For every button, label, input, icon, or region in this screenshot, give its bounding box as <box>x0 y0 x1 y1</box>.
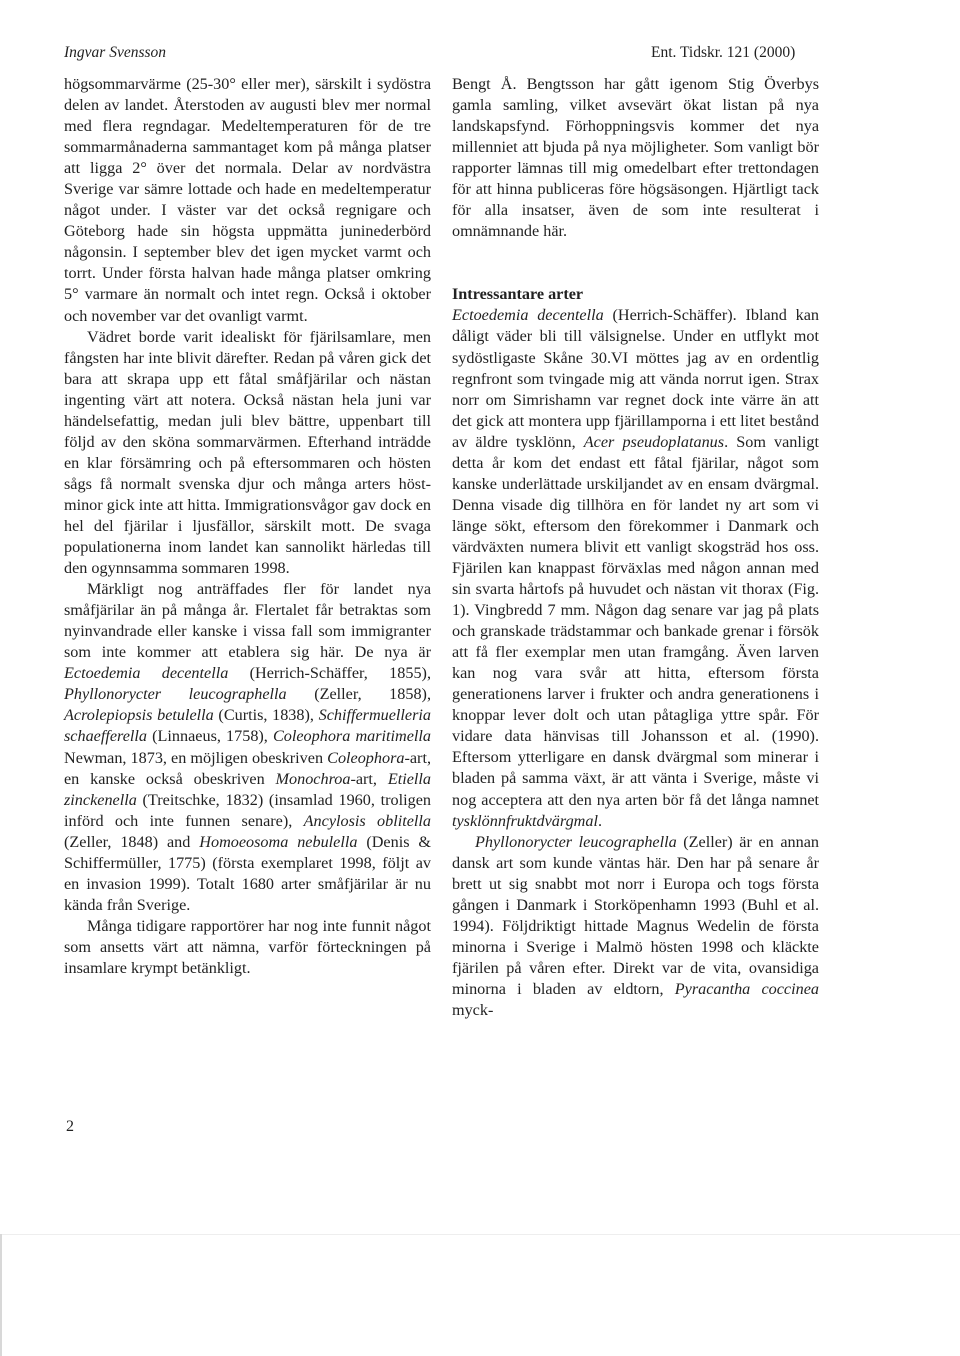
species-name: Coleophora <box>327 748 405 767</box>
text-run: (Linnaeus, 1758), <box>147 727 273 746</box>
paragraph <box>64 327 431 580</box>
paragraph <box>452 74 819 242</box>
species-name: Acer pseudoplatanus <box>583 432 725 451</box>
text-run: (Zeller, 1848) and <box>64 832 200 851</box>
species-name: Coleophora maritimella <box>272 727 431 746</box>
text-run: (Herrich-Schäffer, 1855), <box>228 664 431 683</box>
running-head-author: Ingvar Svensson <box>64 44 167 61</box>
text-run: -art, en kanske också obeskriven <box>64 748 431 788</box>
species-name: Ectoedemia decentella <box>64 664 229 683</box>
text-run: (Curtis, 1838), <box>213 706 319 725</box>
paragraph <box>64 579 431 916</box>
species-name: Acrolepiopsis betulella <box>64 706 214 725</box>
text-run: myck- <box>452 1000 494 1019</box>
species-name: Ectoedemia decentella <box>452 306 604 325</box>
species-name: Homoeosoma nebulella <box>199 832 358 851</box>
running-head-journal: Ent. Tidskr. 121 (2000) <box>651 44 796 61</box>
species-name: tysklönnfruktdvärgmal <box>452 811 598 830</box>
text-run: (Zeller) är en annan dansk art som kunde väntas här. Den har på senare år brett ut sig snabbt mot norr i Europa och togs första gången i Danmark i Storköpenhamn 1993 (Buhl et al. 1994). Följdriktigt hittade Magnus Wedelin de första minorna i Sverige i Malmö hösten 1998 och kläckte fjärilen på våren efter. Direkt var de vita, ovansidiga minorna i bladen av eldtorn, <box>452 832 819 998</box>
paragraph <box>64 916 431 979</box>
species-name: Phyllonorycter leucographella <box>64 685 287 704</box>
text-run: (Denis & Schiffermüller, 1775) (första exemplaret 1998, följt av en invasion 1999). Totalt 1680 arter småfjärilar är nu kända från Sverige. <box>64 832 432 914</box>
text-run: . <box>597 811 603 830</box>
species-name: Monochroa <box>275 769 351 788</box>
text-run: Vädret borde varit idealiskt för fjärilsamlare, men fångsten har inte blivit därefter. Redan på våren gick det bara att skrapa upp ett fåtal småfjärilar och nästan ingenting värt att notera. Också nästan hela juni var händelsefattig, medan juli blev bättre, uppenbart till följd av den sköna sommarvärmen. Efterhand inträdde en klar försämring och på eftersommaren och hösten sågs få normalt svenska djur och många arters höstminor gick inte att hitta. Immigrationsvågor gav dock en hel del fjärilar i ljusfällor, särskilt mott. De svaga populationerna inom landet kan sannolikt härledas till den ogynnsamma sommaren 1998. <box>64 327 431 578</box>
text-run: (Treitschke, 1832) (insamlad 1960, troligen införd och inte funnen senare), <box>64 790 431 830</box>
paragraph <box>452 832 819 1021</box>
text-run: (Zeller, 1858), <box>286 685 431 704</box>
text-run: Bengt Å. Bengtsson har gått igenom Stig Överbys gamla samling, vilket avsevärt ökat listan på nya landskapsfynd. Förhoppningsvis kommer det nya millenniet att bjuda på nya möjligheter. Som vanligt bör rapporter lämnas till mig omedelbart efter trettondagen för att hinna publiceras före högsäsongen. Hjärtligt tack för alla insatser, även de som inte resulterat i omnämnande här. <box>452 75 819 241</box>
text-run: Märkligt nog anträffades fler för landet nya småfjärilar än på många år. Flertalet får betraktas som nyinvandrade eller kanske i vissa fall som immigranter som inte kommer att etablera sig här. De nya är <box>64 580 431 662</box>
text-run: Många tidigare rapportörer har nog inte funnit något som ansetts värt att nämna, varför förteckningen på insamlare krympt betänkligt. <box>64 916 431 977</box>
paragraph <box>452 305 819 831</box>
section-heading: Intressantare arter <box>452 285 584 304</box>
scan-edge-line <box>0 1234 960 1235</box>
text-run: högsommarvärme (25-30° eller mer), särskilt i sydöstra delen av landet. Återstoden av augusti blev mer normal med flera regndagar. Medeltemperaturen för de tre sommarmånaderna sammantaget kom på många platser att ligga 2° över det normala. Delar av nordvästra Sverige var sämre lottade och hade en medeltemperatur något under. I väster var det också regnigare och Göteborg hade sin högsta uppmätta juninederbörd någonsin. I september blev det igen mycket varmt och torrt. Under första halvan hade många platser omkring 5° varmare än normalt och intet regn. Också i oktober och november var det ovanligt varmt. <box>64 75 431 325</box>
text-run: Newman, 1873, en möjligen obeskriven <box>64 748 328 767</box>
text-run: -art, <box>350 769 388 788</box>
scan-edge-mark <box>0 1234 2 1356</box>
text-run: (Herrich-Schäffer). Ibland kan dåligt väder bli till välsignelse. Under en utflykt mot sydöstligaste Skåne 30.VI möttes jag av en ordentlig regnfront som tvingade mig att vända norrut igen. Strax norr om Simrishamn var regnet dock inte värre än att det gick att montera upp fjärillamporna i ett litet bestånd av äldre tysklönn, <box>452 306 819 451</box>
species-name: Phyllonorycter leucographella <box>475 832 677 851</box>
species-name: Ancylosis oblitella <box>303 811 431 830</box>
left-column <box>64 74 431 979</box>
species-name: Etiella zinckenella <box>64 769 431 809</box>
right-column <box>452 74 819 1021</box>
species-name: Schiffermuelleria schaefferella <box>64 706 431 746</box>
paragraph <box>64 74 431 327</box>
page-number: 2 <box>66 1118 74 1135</box>
species-name: Pyracantha coccinea <box>674 979 819 998</box>
text-run: . Som vanligt detta år kom det endast ett fåtal fjärilar, något som kanske underlättade urskiljandet av en ensam dvärgmal. Denna visade dig tillhöra en för landet ny art som vi länge sökt, eftersom den förekommer i Danmark och värdväxten numera blivit ett vanligt skogsträd hos oss. Fjärilen kan knappast förväxlas med någon annan med sin svarta hårtofs på huvudet och nästan vit thorax (Fig. 1). Vingbredd 7 mm. Någon dag senare var jag på plats och granskade trädstammar och bankade grenar i försök att få fler exemplar men utan framgång. Även larven kan nog vara svår att hitta, eftersom första generationens larver i frukter och andra generationens i knoppar lever dolt och utan påtagliga yttre spår. För vidare data hänvisas till Johansson et al. (1990). Eftersom ytterligare en dansk dvärgmal som minerar i bladen på samma växt, är att vänta i Sverige, måste vi nog acceptera att den nya arten bör få det långa namnet <box>452 432 819 809</box>
